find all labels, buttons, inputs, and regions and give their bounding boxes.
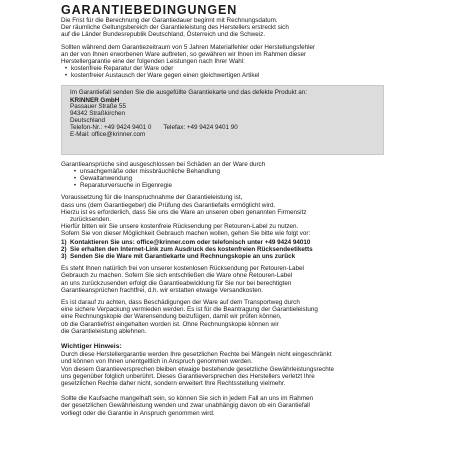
step-item: 1) Kontaktieren Sie uns: office@krinner.com oder telefonisch unter +49 9424 94010 bbox=[61, 238, 311, 246]
country: Deutschland bbox=[70, 117, 106, 125]
closing-paragraph bbox=[61, 395, 456, 417]
text-line: und können von Ihnen unentgeltlich in Anspruch genommen werden. bbox=[61, 358, 253, 366]
bullet-icon: • bbox=[64, 72, 68, 80]
company-name: KRINNER GmbH bbox=[70, 96, 120, 104]
defects-paragraph bbox=[61, 44, 456, 80]
option-item: • kostenfreie Reparatur der Ware oder bbox=[61, 65, 456, 72]
steps-list bbox=[61, 239, 456, 261]
city: 94342 Straßkirchen bbox=[70, 110, 125, 118]
bullet-icon: • bbox=[73, 175, 77, 183]
fax: Telefax: +49 9424 9401 90 bbox=[163, 124, 238, 132]
option-item: • kostenfreier Austausch der Ware gegen einen gleichwertigen Artikel bbox=[61, 72, 456, 79]
intro-paragraph bbox=[61, 17, 456, 39]
bullet-icon: • bbox=[73, 182, 77, 190]
text-line: Voraussetzung für die Inanspruchnahme der Garantieleistung ist, bbox=[61, 194, 243, 202]
free-return-paragraph bbox=[61, 265, 456, 294]
text-line: uns gegenüber folglich unberührt. Dieses Garantieversprechen des Herstellers verletzt Ihre bbox=[61, 372, 315, 380]
street: Passauer Straße 55 bbox=[70, 103, 127, 111]
text-line: Es ist darauf zu achten, dass Beschädigungen der Ware auf dem Transportweg durch bbox=[61, 299, 300, 307]
important-note bbox=[61, 343, 456, 387]
packaging-paragraph bbox=[61, 299, 456, 335]
text-line: zurücksenden. bbox=[70, 216, 111, 224]
text-line: Hierzu ist es erforderlich, dass Sie uns die Ware an unseren oben genannten Firmensitz bbox=[61, 208, 307, 216]
text-line: Der räumliche Geltungsbereich der Garantieleistung des Herstellers erstreckt sich bbox=[61, 24, 289, 32]
bullet-icon: • bbox=[73, 167, 77, 175]
text-line: Sollten während dem Garantiezeitraum von 5 Jahren Materialfehler oder Herstellungsfehler bbox=[61, 43, 316, 51]
text-line: Es steht Ihnen natürlich frei von unserer kostenlosen Rücksendung per Retouren-Label bbox=[61, 265, 304, 273]
phone: Telefon-Nr.: +49 9424 9401 0 bbox=[70, 124, 152, 132]
exclusion-item: • unsachgemäße oder missbräuchliche Behandlung bbox=[61, 168, 456, 175]
text-line: Die Frist für die Berechnung der Garantiedauer beginnt mit Rechnungsdatum. bbox=[61, 17, 278, 24]
text-line: gesetzlichen Rechte daher nicht, sondern erweitert Ihre Rechtsstellung vielmehr. bbox=[61, 379, 286, 387]
note-heading: Wichtiger Hinweis: bbox=[61, 343, 122, 351]
text-line: die Garantieleistung ablehnen. bbox=[61, 327, 147, 335]
text-line: Gebrauch zu machen. Sofern Sie sich entschließen die Ware ohne Retouren-Label bbox=[61, 272, 293, 280]
text-line: eine sichere Verpackung vermieden werden. Es ist für die Beantragung der Garantieleistung bbox=[61, 306, 318, 314]
text-line: Von diesem Garantieversprechen bleiben etwaige bestehende gesetzliche Gewährleistungsrechte bbox=[61, 365, 335, 373]
text-line: vorliegt oder die Garantie in Anspruch genommen wird. bbox=[61, 409, 215, 417]
exclusion-item: • Gewaltanwendung bbox=[61, 175, 456, 182]
text-line: Sollte die Kaufsache mangelhaft sein, so können Sie sich in jedem Fall an uns im Rahmen bbox=[61, 395, 314, 403]
bullet-icon: • bbox=[64, 65, 68, 73]
page-title: GARANTIEBEDINGUNGEN bbox=[61, 3, 238, 17]
text-line: auf die Länder Bundesrepublik Deutschland, Österreich und die Schweiz. bbox=[61, 31, 266, 39]
text-line: Sofern Sie von dieser Möglichkeit Gebrauch machen wollen, gehen Sie bitte wie folgt vor: bbox=[61, 230, 311, 238]
exclusion-item: • Reparaturversuche in Eigenregie bbox=[61, 182, 456, 189]
return-paragraph bbox=[61, 194, 456, 237]
text-line: Herstellergarantie eine der folgenden Leistungen nach Ihrer Wahl: bbox=[61, 58, 245, 66]
text-line: eine Rechnungskopie der Warensendung beizufügen, damit wir prüfen können, bbox=[61, 313, 282, 321]
text-line: Garantieansprüchen frachtfrei, d.h. wir erstatten etwaige Versandkosten. bbox=[61, 286, 263, 294]
text-line: Hierfür bitten wir Sie unsere kostenfreie Rücksendung per Retouren-Label zu nutzen. bbox=[61, 223, 299, 231]
text-line: ob die Garantiefrist eingehalten worden ist. Ohne Rechnungskopie können wir bbox=[61, 320, 279, 328]
box-lead: Im Garantiefall senden Sie die ausgefüllte Garantiekarte und das defekte Produkt an: bbox=[70, 88, 307, 96]
step-item: 3) Senden Sie die Ware mit Garantiekarte und Rechnungskopie an uns zurück bbox=[61, 253, 296, 261]
text-line: Durch diese Herstellergarantie werden Ihre gesetzlichen Rechte bei Mängeln nicht eingeschränkt bbox=[61, 351, 332, 359]
email: E-Mail: office@krinner.com bbox=[70, 131, 146, 139]
text-line: an der von Ihnen erworbenen Ware auftreten, so gewähren wir Ihnen im Rahmen dieser bbox=[61, 50, 307, 58]
text-line: der gesetzlichen Gewährleistung wenden und zwar unabhängig davon ob ein Garantiefall bbox=[61, 402, 310, 410]
step-item: 2) Sie erhalten den Internet-Link zum Ausdruck des kostenfreien Rücksendeetiketts bbox=[61, 245, 313, 253]
address-box bbox=[61, 85, 384, 155]
exclusions bbox=[61, 161, 456, 190]
text-line: Garantieansprüche sind ausgeschlossen bei Schäden an der Ware durch bbox=[61, 160, 266, 168]
text-line: an uns zurückzusenden erfolgt die Garantieabwicklung für Sie nur bei berechtigten bbox=[61, 279, 292, 287]
text-line: dass uns (dem Garantiegeber) die Prüfung des Garantiefalls ermöglicht wird. bbox=[61, 201, 276, 209]
